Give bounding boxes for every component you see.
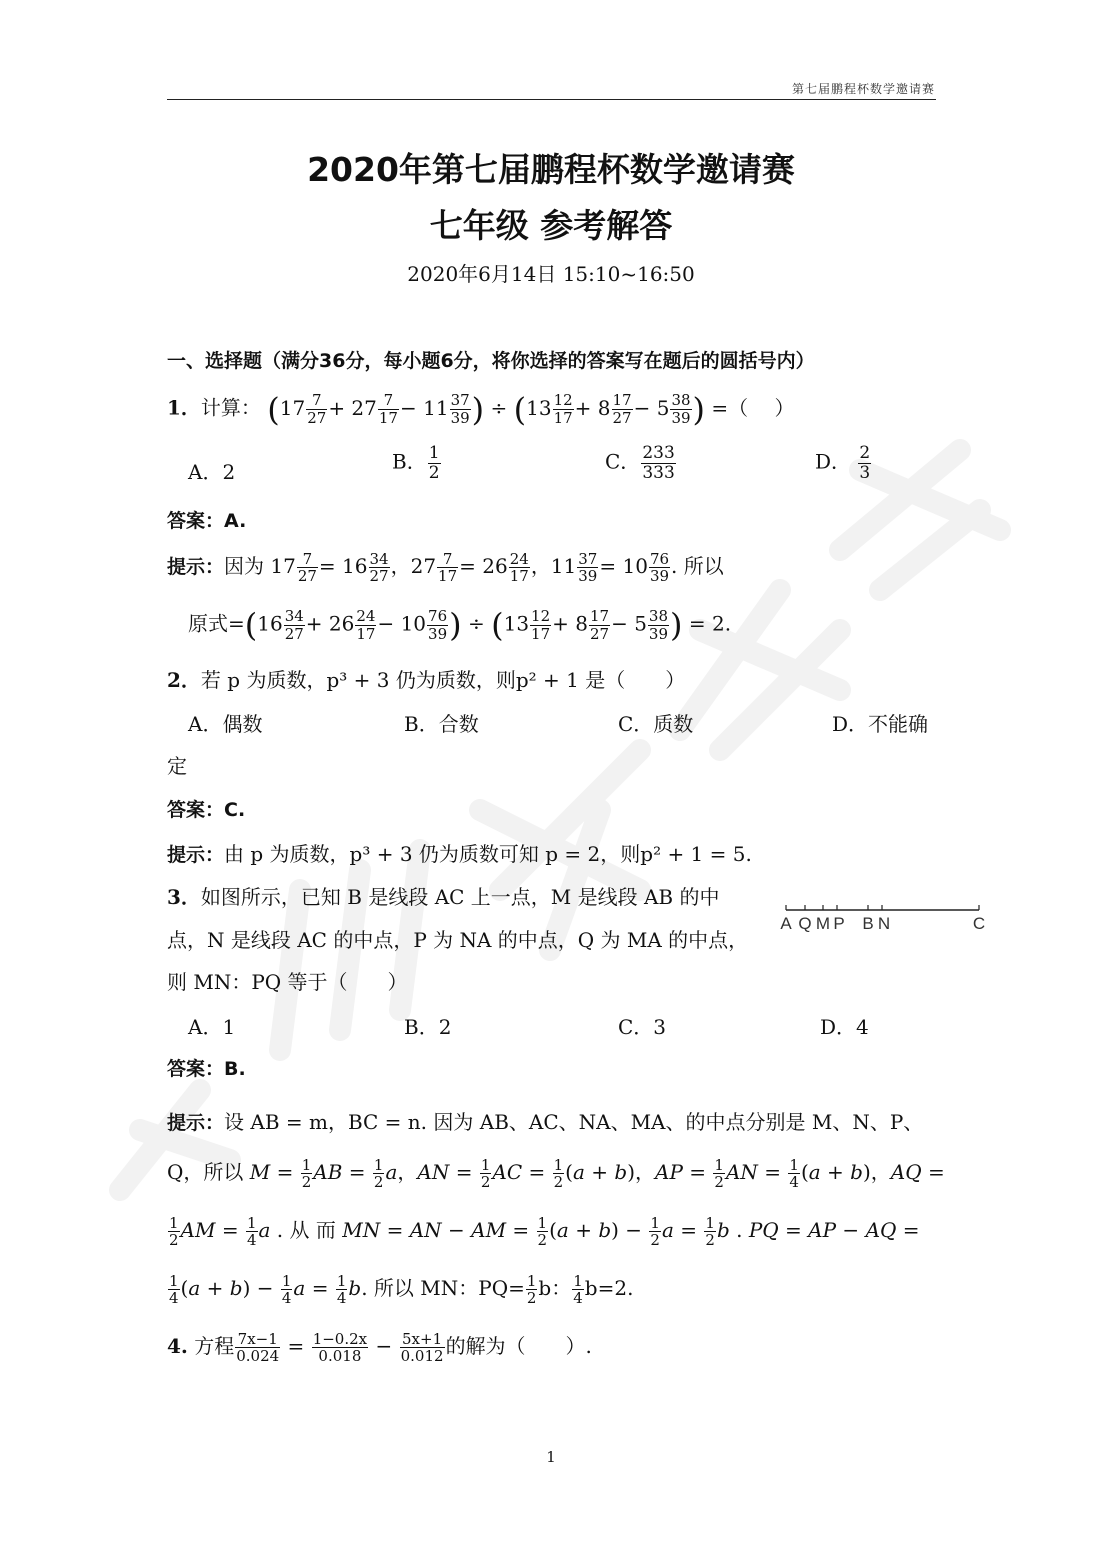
hint-prefix: 原式= <box>188 611 245 636</box>
hint-result: = 2. <box>688 611 732 636</box>
option-d-label: D． <box>815 449 852 474</box>
option-d-wrap: 定 <box>167 754 187 778</box>
question-text: 如图所示，已知 B 是线段 AC 上一点，M 是线段 AB 的中 <box>200 885 720 909</box>
option-a: A．1 <box>188 1015 236 1039</box>
question-3-line3: 则 MN：PQ 等于（ ） <box>167 970 408 994</box>
segment-figure <box>776 900 988 940</box>
option-d: D． $\frac{2}{3}$ <box>815 443 871 483</box>
exam-date: 2020年6月14日 15:10~16:50 <box>407 262 695 286</box>
question-number: 4. <box>167 1334 188 1358</box>
hint-label: 提示： <box>167 844 225 866</box>
point-n: N <box>877 914 891 933</box>
hint-3-line1 <box>167 1106 923 1135</box>
question-number: 1． <box>167 395 201 420</box>
question-text: 若 p 为质数，p³ + 3 仍为质数，则p² + 1 是（ ） <box>200 668 686 692</box>
point-q: Q <box>798 914 812 933</box>
option-d: D．不能确 <box>832 712 929 736</box>
option-b: B．合数 <box>404 712 479 736</box>
question-number: 3． <box>167 885 201 909</box>
option-c: C． $\frac{233}{333}$ <box>605 443 675 483</box>
hint-3-line4: $\frac{1}{4}$ (a + b) − $\frac{1}{4}$ a = $\frac{1}{4}$ b. 所以 MN：PQ= $\frac{1}{2}$ b： $\frac{1}{4}$ b=2. <box>169 1271 634 1307</box>
hint-2 <box>167 838 752 867</box>
question-suffix: 的解为（ ）. <box>445 1334 592 1358</box>
hint-text: 所以 MN：PQ= <box>373 1276 525 1300</box>
answer-value: A. <box>224 510 247 532</box>
hint-3-line3: $\frac{1}{2}$ AM = $\frac{1}{4}$ a . 从 而 MN = AN − AM = $\frac{1}{2}$ (a + b) − $\frac{1}{2}$ a = $\frac{1}{2}$ b . PQ = AP − AQ = <box>169 1213 920 1249</box>
point-p: P <box>833 914 845 933</box>
answer-3 <box>167 1054 246 1081</box>
option-c-label: C． <box>605 449 641 474</box>
hint-3-line2: Q，所以 M = $\frac{1}{2}$ AB = $\frac{1}{2}$ a，AN = $\frac{1}{2}$ AC = $\frac{1}{2}$ (a + b)，AP = $\frac{1}{2}$ AN = $\frac{1}{4}$ (a + b)，AQ = <box>167 1155 945 1191</box>
question-3-line1 <box>167 881 720 910</box>
answer-label: 答案： <box>167 1058 225 1080</box>
answer-value: B. <box>224 1058 246 1080</box>
page-number: 1 <box>546 1448 556 1466</box>
hint-1-line1: 提示：因为 17 $\frac{7}{27}$ = 16 $\frac{34}{27}$ ，27 $\frac{7}{17}$ = 26 $\frac{24}{17}$ ，11 $\frac{37}{39}$ = 10 $\frac{76}{39}$ . 所以 <box>167 549 724 585</box>
option-c: C．3 <box>618 1015 667 1039</box>
question-number: 2． <box>167 668 201 692</box>
question-prompt: 方程 <box>194 1334 235 1358</box>
point-c: C <box>972 914 986 933</box>
option-b-label: B． <box>392 449 427 474</box>
answer-1 <box>167 506 246 533</box>
section-heading: 一、选择题（满分36分，每小题6分，将你选择的答案写在题后的圆括号内） <box>167 350 815 372</box>
answer-value: C. <box>224 799 246 821</box>
question-3-line2: 点，N 是线段 AC 的中点，P 为 NA 的中点，Q 为 MA 的中点， <box>167 928 749 952</box>
option-b: B．2 <box>404 1015 452 1039</box>
hint-text: Q，所以 <box>167 1160 244 1184</box>
hint-text: 由 p 为质数，p³ + 3 仍为质数可知 p = 2，则p² + 1 = 5. <box>224 842 752 866</box>
question-4: 4. 方程 $\frac{7x-1}{0.024}$ = $\frac{1-0.2x}{0.018}$ − $\frac{5x+1}{0.012}$ 的解为（ ）. <box>167 1329 592 1365</box>
running-header: 第七届鹏程杯数学邀请赛 <box>791 82 935 96</box>
question-1 <box>167 390 795 428</box>
answer-label: 答案： <box>167 510 225 532</box>
hint-text: 从 而 <box>289 1218 336 1242</box>
answer-2 <box>167 795 245 822</box>
question-prompt: 计算： <box>200 395 261 420</box>
question-2 <box>167 664 685 693</box>
hint-label: 提示： <box>167 556 225 578</box>
option-c: C．质数 <box>618 712 694 736</box>
hint-text-so: 所以 <box>683 554 724 578</box>
page-subtitle: 七年级 参考解答 <box>429 206 673 245</box>
point-m: M <box>815 914 831 933</box>
option-d: D．4 <box>820 1015 869 1039</box>
point-b: B <box>862 914 874 933</box>
formula-q1: (17 $\frac{7}{27}$ + 27 $\frac{7}{17}$ − 11 $\frac{37}{39}$ ) ÷ (13 $\frac{12}{17}$ + 8 $\frac{17}{27}$ − 5 $\frac{38}{39}$ ) =（ ） <box>267 390 795 428</box>
hint-text: 因为 <box>224 554 265 578</box>
option-a: A．2 <box>188 460 236 484</box>
point-a: A <box>780 914 792 933</box>
page-title: 2020年第七届鹏程杯数学邀请赛 <box>307 150 795 189</box>
option-b: B． $\frac{1}{2}$ <box>392 443 440 483</box>
header-divider <box>167 99 936 100</box>
answer-label: 答案： <box>167 799 225 821</box>
option-a: A．偶数 <box>188 712 263 736</box>
hint-1-line2: 原式=(16 $\frac{34}{27}$ + 26 $\frac{24}{17}$ − 10 $\frac{76}{39}$ ) ÷ (13 $\frac{12}{17}$ + 8 $\frac{17}{27}$ − 5 $\frac{38}{39}$ ) = 2. <box>188 606 732 644</box>
hint-text: 设 AB = m，BC = n. 因为 AB、AC、NA、MA、的中点分别是 M、N、P、 <box>224 1110 924 1134</box>
hint-label: 提示： <box>167 1112 225 1134</box>
